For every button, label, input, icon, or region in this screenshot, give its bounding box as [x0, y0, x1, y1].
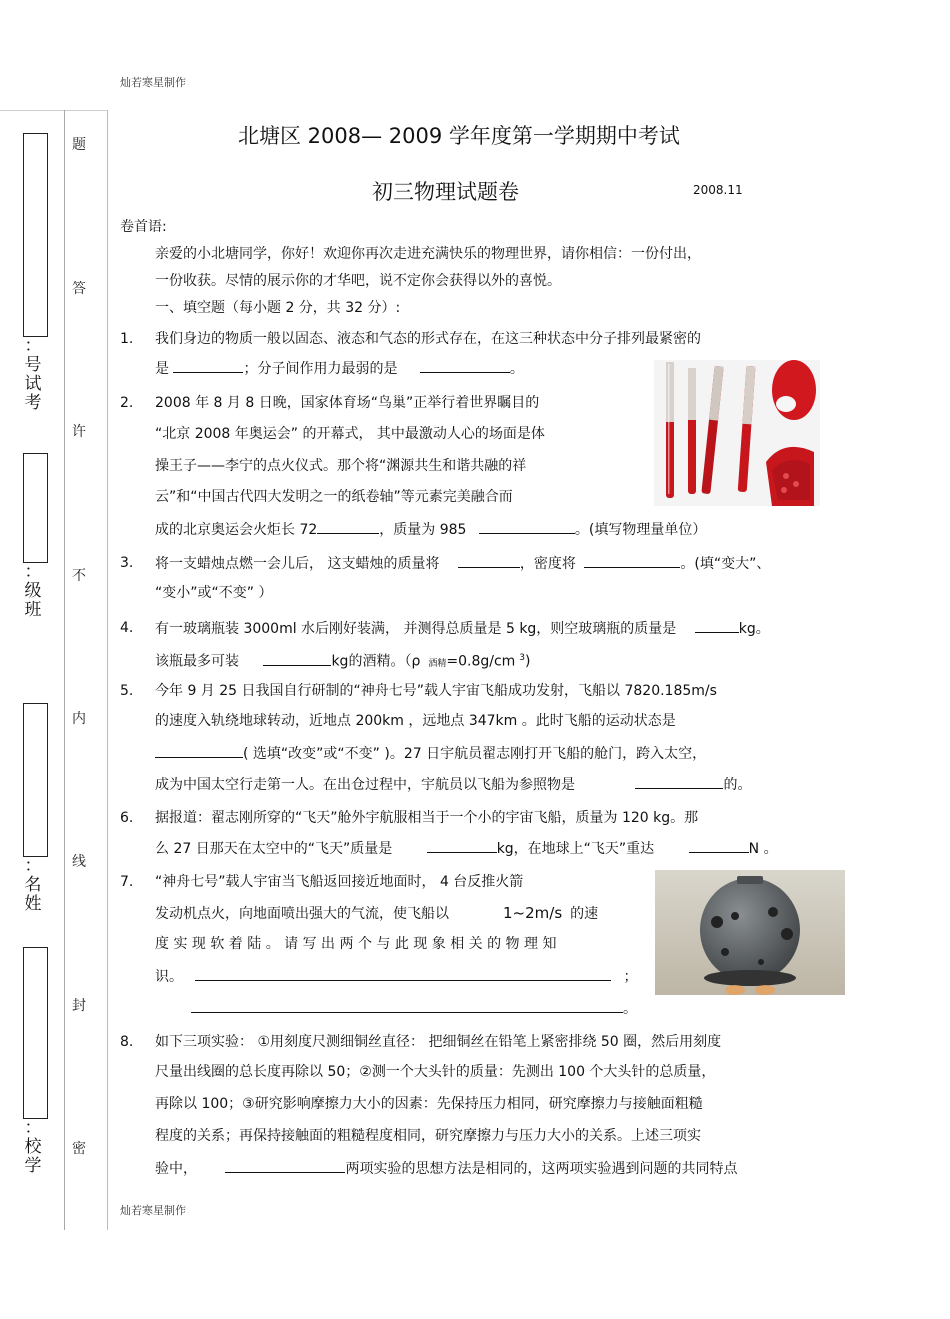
question-text: 程度的关系；再保持接触面的粗糙程度相同，研究摩擦力与压力大小的关系。上述三项实 [155, 1128, 701, 1144]
question-line: 成的北京奥运会火炬长 72 ，质量为 985 。(填写物理量单位） [155, 519, 706, 540]
question-line: 识。 ； [155, 966, 637, 987]
answer-blank[interactable] [155, 743, 243, 758]
answer-blank[interactable] [173, 358, 243, 373]
question-line: 成为中国太空行走第一人。在出仓过程中，宇航员以飞船为参照物是 的。 [155, 774, 751, 795]
preface-line: 亲爱的小北塘同学，你好！欢迎你再次走进充满快乐的物理世界，请你相信：一份付出， [155, 246, 701, 262]
answer-blank[interactable] [420, 358, 510, 373]
question-line: ( 选填“改变”或“不变” )。27 日宇航员翟志刚打开飞船的舱门，跨入太空， [155, 743, 706, 764]
name-box[interactable] [23, 703, 48, 857]
answer-blank[interactable] [458, 553, 520, 568]
capsule-photo [655, 870, 845, 995]
preface-line: 一份收获。尽情的展示你的才华吧，说不定你会获得以外的喜悦。 [155, 273, 561, 289]
question-number: 5. [120, 683, 134, 699]
question-line: 该瓶最多可装 kg的酒精。（ρ 酒精=0.8g/cm $^3$) [155, 648, 531, 674]
question-line: 验中， 两项实验的思想方法是相同的，这两项实验遇到问题的共同特点 [155, 1158, 737, 1179]
seal-char: 内 [72, 711, 86, 727]
watermark-bottom: 灿若寒星制作 [120, 1204, 186, 1217]
question-text: “变小”或“不变” ） [155, 585, 273, 601]
torch-icon [666, 362, 674, 498]
seal-char: 题 [72, 137, 86, 153]
question-text: 再除以 100；③研究影响摩擦力大小的因素：先保持压力相同，研究摩擦力与接触面粗糙 [155, 1096, 703, 1112]
seal-char: 封 [72, 998, 86, 1014]
school-label: ： 校学 [24, 1118, 42, 1176]
school-box[interactable] [23, 947, 48, 1119]
question-text: 尺量出线圈的总长度再除以 50；②测一个大头针的质量：先测出 100 个大头针的总质量， [155, 1064, 716, 1080]
exam-subtitle: 初三物理试题卷 [372, 180, 519, 204]
question-text: 我们身边的物质一般以固态、液态和气态的形式存在，在这三种状态中分子排列最紧密的 [155, 331, 701, 347]
question-line: 有一玻璃瓶装 3000ml 水后刚好装满， 并测得总质量是 5 kg，则空玻璃瓶的质量是 kg。 [155, 618, 770, 639]
torch-photo [654, 360, 820, 506]
answer-blank[interactable] [427, 838, 497, 853]
name-label: ： 名姓 [24, 856, 42, 914]
answer-blank[interactable] [225, 1158, 345, 1173]
question-number: 2. [120, 395, 134, 411]
question-text: “北京 2008 年奥运会” 的开幕式， 其中最激动人心的场面是体 [155, 426, 545, 442]
seal-char: 密 [72, 1141, 86, 1157]
answer-blank[interactable] [695, 618, 739, 633]
question-text: “神舟七号”载人宇宙当飞船返回接近地面时， 4 台反推火箭 [155, 874, 524, 890]
frame-top-line [0, 110, 108, 111]
answer-blank[interactable] [317, 519, 379, 534]
question-line: 么 27 日那天在太空中的“飞天”质量是 kg，在地球上“飞天”重达 N 。 [155, 838, 778, 859]
exam-number-label: ： 号试考 [24, 336, 42, 413]
frame-right-line [107, 110, 108, 1230]
question-line: 是 ；分子间作用力最弱的是 。 [155, 358, 524, 379]
watermark-top: 灿若寒星制作 [120, 76, 186, 89]
seal-char: 线 [72, 854, 86, 870]
question-line: 将一支蜡烛点燃一会儿后， 这支蜡烛的质量将 ，密度将 。(填“变大”、 [155, 553, 770, 574]
question-text: 操王子——李宁的点火仪式。那个将“渊源共生和谐共融的祥 [155, 458, 527, 474]
question-number: 3. [120, 555, 134, 571]
question-line: 。 [155, 998, 637, 1019]
seal-char: 不 [72, 568, 86, 584]
question-text: 如下三项实验： ①用刻度尺测细铜丝直径： 把细铜丝在铅笔上紧密排绕 50 圈，然后用刻度 [155, 1034, 722, 1050]
question-line: 发动机点火，向地面喷出强大的气流，使飞船以 1~2m/s 的速 [155, 904, 599, 922]
seal-char: 答 [72, 281, 86, 297]
answer-blank[interactable] [635, 774, 723, 789]
answer-blank[interactable] [263, 651, 331, 666]
question-number: 6. [120, 810, 134, 826]
frame-left-line [64, 110, 65, 1230]
class-box[interactable] [23, 453, 48, 563]
answer-blank[interactable] [191, 998, 623, 1013]
class-label: ： 级班 [24, 562, 42, 620]
question-text: 云”和“中国古代四大发明之一的纸卷轴”等元素完美融合而 [155, 489, 513, 505]
question-number: 7. [120, 874, 134, 890]
question-text: 的速度入轨绕地球转动，近地点 200km ，远地点 347km 。此时飞船的运动状态是 [155, 713, 676, 729]
exam-date: 2008.11 [693, 183, 743, 197]
question-text: 今年 9 月 25 日我国自行研制的“神舟七号”载人宇宙飞船成功发射，飞船以 7820.185m/s [155, 683, 717, 699]
answer-blank[interactable] [195, 966, 611, 981]
answer-blank[interactable] [584, 553, 680, 568]
section-heading: 一、填空题（每小题 2 分，共 32 分）: [155, 300, 401, 316]
preface-label: 卷首语: [120, 219, 167, 235]
question-number: 8. [120, 1034, 134, 1050]
answer-blank[interactable] [689, 838, 749, 853]
question-number: 1. [120, 331, 134, 347]
question-text: 2008 年 8 月 8 日晚，国家体育场“鸟巢”正举行着世界瞩目的 [155, 395, 540, 411]
question-number: 4. [120, 620, 134, 636]
question-text: 据报道：翟志刚所穿的“飞天”舱外宇航服相当于一个小的宇宙飞船，质量为 120 kg。那 [155, 810, 699, 826]
seal-char: 许 [72, 424, 86, 440]
question-text: 度 实 现 软 着 陆 。 请 写 出 两 个 与 此 现 象 相 关 的 物 理 知 [155, 936, 557, 952]
answer-blank[interactable] [479, 519, 575, 534]
exam-title: 北塘区 2008— 2009 学年度第一学期期中考试 [238, 124, 680, 148]
exam-number-box[interactable] [23, 133, 48, 337]
